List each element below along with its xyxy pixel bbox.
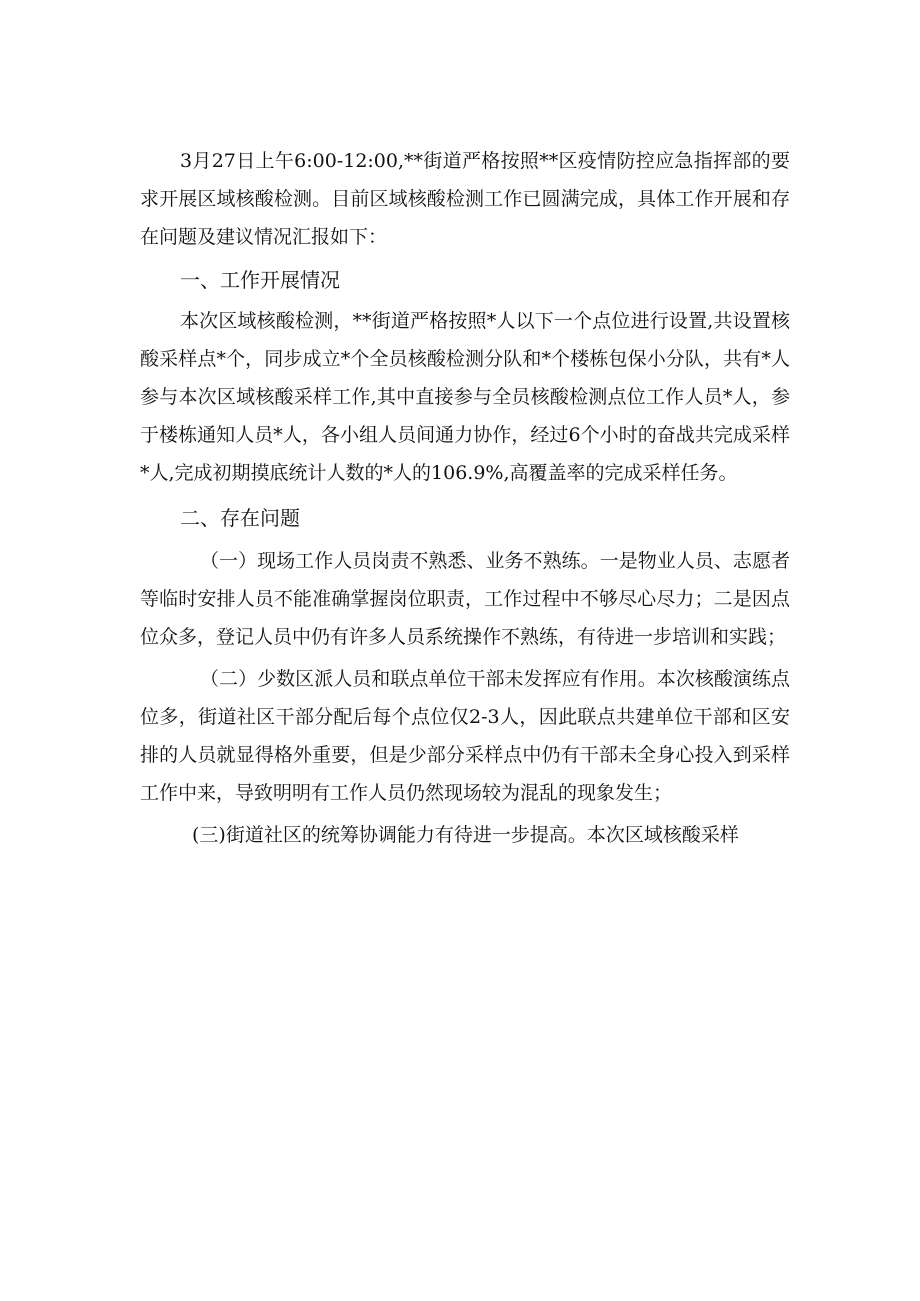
- section-heading-existing-problems: 二、存在问题: [180, 506, 300, 530]
- issue-paragraph-1: （一）现场工作人员岗责不熟悉、业务不熟练。一是物业人员、志愿者等临时安排人员不能准确掌握岗位职责，工作过程中不够尽心尽力；二是因点位众多，登记人员中仍有许多人员系统操作不熟练，有待进一步培训和实践；: [140, 550, 790, 648]
- section-heading-work-progress: 一、工作开展情况: [180, 268, 340, 292]
- document-body: [140, 142, 790, 854]
- work-progress-paragraph: 本次区域核酸检测，**街道严格按照*人以下一个点位进行设置,共设置核酸采样点*个，同步成立*个全员核酸检测分队和*个楼栋包保小分队，共有*人参与本次区域核酸采样工作,其中直接参与全员核酸检测点位工作人员*人，参于楼栋通知人员*人，各小组人员间通力协作，经过6个小时的奋战共完成采样*人,完成初期摸底统计人数的*人的106.9%,高覆盖率的完成采样任务。: [140, 310, 790, 484]
- intro-paragraph: 3月27日上午6:00-12:00,**街道严格按照**区疫情防控应急指挥部的要求开展区域核酸检测。目前区域核酸检测工作已圆满完成，具体工作开展和存在问题及建议情况汇报如下：: [140, 150, 790, 248]
- issue-paragraph-2: （二）少数区派人员和联点单位干部未发挥应有作用。本次核酸演练点位多，街道社区干部分配后每个点位仅2-3人，因此联点共建单位干部和区安排的人员就显得格外重要，但是少部分采样点中仍有干部未全身心投入到采样工作中来，导致明明有工作人员仍然现场较为混乱的现象发生；: [140, 668, 790, 804]
- issue-paragraph-3: (三)街道社区的统筹协调能力有待进一步提高。本次区域核酸采样: [192, 824, 739, 846]
